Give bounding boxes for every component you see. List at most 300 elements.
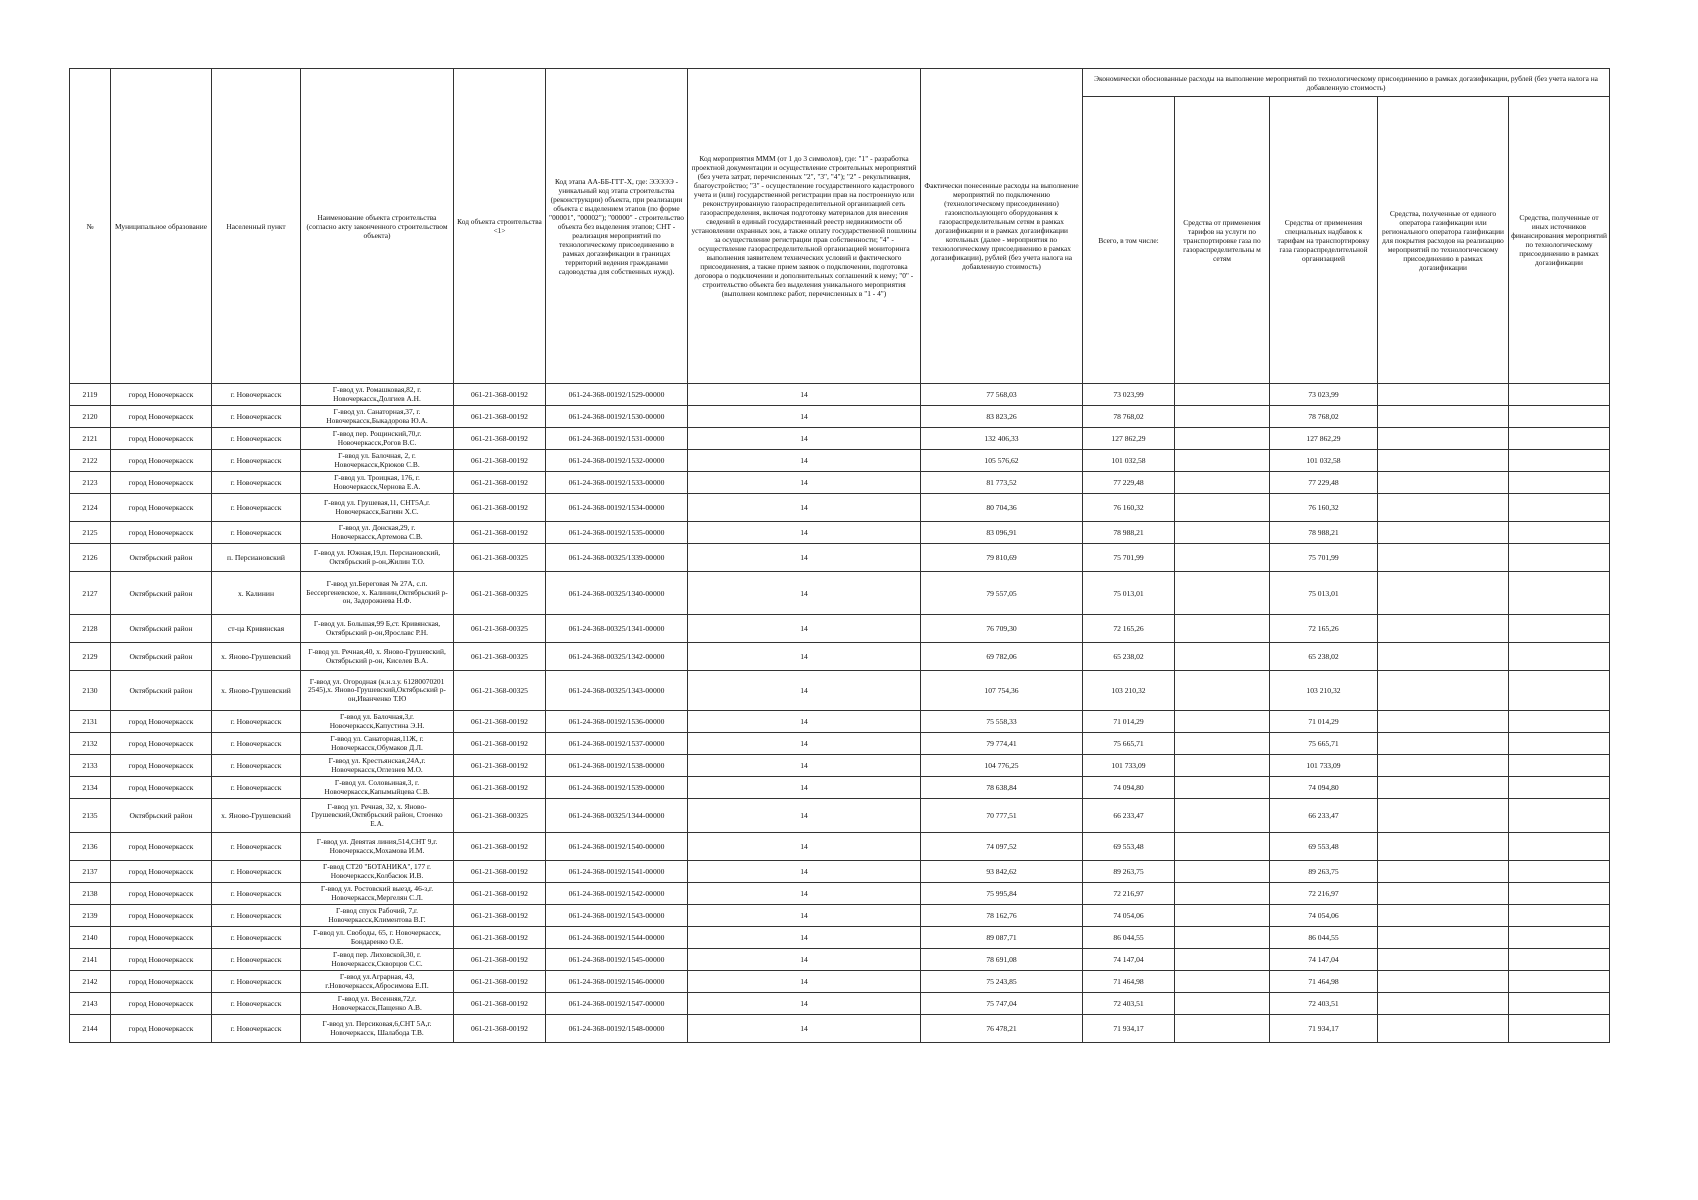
cell-tariff-funds [1175,428,1270,450]
cell-object-code: 061-21-368-00192 [454,755,546,777]
cell-object-name: Г-ввод ул.Аграрная, 43, г.Новочеркасск,Абросимова Е.П. [301,971,454,993]
header-econ-group: Экономически обоснованные расходы на выполнение мероприятий по технологическому присоединению в рамках догазификации, рублей (без учета налога на добавленную стоимость) [1083,69,1610,97]
cell-total: 71 934,17 [1083,1015,1175,1043]
header-locality: Населенный пункт [212,69,301,384]
cell-num: 2140 [70,927,111,949]
cell-municipality: город Новочеркасск [111,711,212,733]
cell-municipality: город Новочеркасск [111,861,212,883]
cell-municipality: город Новочеркасск [111,883,212,905]
cell-municipality: город Новочеркасск [111,905,212,927]
cell-municipality: город Новочеркасск [111,755,212,777]
cell-actual-costs: 78 162,76 [921,905,1083,927]
cell-operator-funds [1378,861,1509,883]
cell-total: 72 216,97 [1083,883,1175,905]
header-object-code: Код объекта строительства <1> [454,69,546,384]
cell-num: 2139 [70,905,111,927]
cell-municipality: Октябрьский район [111,544,212,572]
cell-tariff-funds [1175,384,1270,406]
cell-stage-code: 061-24-368-00192/1532-00000 [546,450,688,472]
cell-operator-funds [1378,949,1509,971]
cell-event-code: 14 [688,883,921,905]
cell-total: 77 229,48 [1083,472,1175,494]
cell-object-name: Г-ввод ул. Речная,40, х. Яново-Грушевский, Октябрьский р-он, Киселев В.А. [301,643,454,671]
cell-tariff-funds [1175,993,1270,1015]
table-row [70,861,1610,883]
cell-actual-costs: 74 097,52 [921,833,1083,861]
cell-total: 71 464,98 [1083,971,1175,993]
cell-operator-funds [1378,833,1509,861]
cell-event-code: 14 [688,755,921,777]
cell-surcharge-funds: 89 263,75 [1270,861,1378,883]
cell-operator-funds [1378,615,1509,643]
cell-event-code: 14 [688,733,921,755]
cell-object-code: 061-21-368-00192 [454,905,546,927]
cell-actual-costs: 83 096,91 [921,522,1083,544]
cell-tariff-funds [1175,861,1270,883]
cell-tariff-funds [1175,927,1270,949]
cell-event-code: 14 [688,833,921,861]
cell-actual-costs: 104 776,25 [921,755,1083,777]
cell-stage-code: 061-24-368-00192/1540-00000 [546,833,688,861]
cell-operator-funds [1378,1015,1509,1043]
cell-num: 2119 [70,384,111,406]
cell-locality: п. Персиановский [212,544,301,572]
cell-object-code: 061-21-368-00192 [454,833,546,861]
table-row [70,799,1610,833]
cell-surcharge-funds: 73 023,99 [1270,384,1378,406]
cell-event-code: 14 [688,544,921,572]
cell-object-code: 061-21-368-00192 [454,472,546,494]
cell-locality: г. Новочеркасск [212,993,301,1015]
cell-surcharge-funds: 71 014,29 [1270,711,1378,733]
cell-other-funds [1509,971,1610,993]
cell-surcharge-funds: 74 147,04 [1270,949,1378,971]
table-row [70,927,1610,949]
cell-other-funds [1509,522,1610,544]
table-row [70,1015,1610,1043]
cell-municipality: Октябрьский район [111,799,212,833]
cell-stage-code: 061-24-368-00192/1538-00000 [546,755,688,777]
cell-object-code: 061-21-368-00192 [454,861,546,883]
cell-locality: г. Новочеркасск [212,927,301,949]
cell-num: 2132 [70,733,111,755]
cell-stage-code: 061-24-368-00192/1539-00000 [546,777,688,799]
cell-other-funds [1509,643,1610,671]
cell-total: 69 553,48 [1083,833,1175,861]
cell-surcharge-funds: 75 701,99 [1270,544,1378,572]
cell-object-name: Г-ввод ул. Девятая линия,514,СНТ 9,г. Новочеркасск,Мохамова И.М. [301,833,454,861]
cell-actual-costs: 75 243,85 [921,971,1083,993]
table-header [70,69,1610,384]
table-row [70,572,1610,615]
cell-num: 2141 [70,949,111,971]
gasification-costs-table [69,68,1610,1043]
header-event-code: Код мероприятия МММ (от 1 до 3 символов), где: "1" - разработка проектной документации и осуществление строительных мероприятий (без учета затрат, перечисленных "2", "3", "4"); "2" - рекультивация, благоустройство; "3" - осуществление государственного кадастрового учета и (или) государственной регистрации прав на построенную или реконструированную газораспределительной организацией сеть газораспределения, включая подготовку материалов для внесения сведений в единый государственный реестр недвижимости об установлении охранных зон, а также оплату государственной пошлины за осуществление регистрации прав собственности; "4" - осуществление газораспределительной организацией мониторинга выполнения заявителем технических условий и фактического присоединения, а также прием заявок о подключении, подготовка договора о подключении и дополнительных соглашений к нему; "0" - строительство объекта без выделения уникального мероприятия (выполнен комплекс работ, перечисленных в "1 - 4") [688,69,921,384]
cell-operator-funds [1378,733,1509,755]
table-row [70,643,1610,671]
cell-num: 2120 [70,406,111,428]
cell-object-code: 061-21-368-00192 [454,993,546,1015]
cell-locality: г. Новочеркасск [212,1015,301,1043]
cell-total: 72 165,26 [1083,615,1175,643]
cell-object-name: Г-ввод ул. Большая,99 Б,ст. Кривянская, Октябрьский р-он,Ярославс Р.Н. [301,615,454,643]
cell-event-code: 14 [688,671,921,711]
cell-surcharge-funds: 101 733,09 [1270,755,1378,777]
cell-surcharge-funds: 71 464,98 [1270,971,1378,993]
cell-actual-costs: 105 576,62 [921,450,1083,472]
cell-event-code: 14 [688,949,921,971]
cell-tariff-funds [1175,833,1270,861]
cell-locality: г. Новочеркасск [212,711,301,733]
cell-object-name: Г-ввод ул. Весенняя,72,г. Новочеркасск,Пащенко А.В. [301,993,454,1015]
cell-num: 2122 [70,450,111,472]
cell-operator-funds [1378,450,1509,472]
cell-total: 65 238,02 [1083,643,1175,671]
header-stage-code: Код этапа АА-ББ-ГГГ-Х, где: ЭЭЭЭЭ - уникальный код этапа строительства (реконструкции) объекта, при реализации объекта с выделением этапов (по форме "00001", "00002"); "00000" - строительство объекта без выделения этапов; СНТ - реализация мероприятий по технологическому присоединению в рамках догазификации в границах территорий ведения гражданами садоводства для собственных нужд). [546,69,688,384]
cell-num: 2130 [70,671,111,711]
cell-stage-code: 061-24-368-00192/1543-00000 [546,905,688,927]
cell-object-code: 061-21-368-00192 [454,1015,546,1043]
cell-object-code: 061-21-368-00325 [454,799,546,833]
cell-object-name: Г-ввод ул. Балочная, 2, г. Новочеркасск,Крюков С.В. [301,450,454,472]
cell-actual-costs: 93 842,62 [921,861,1083,883]
cell-municipality: город Новочеркасск [111,927,212,949]
cell-operator-funds [1378,905,1509,927]
cell-surcharge-funds: 66 233,47 [1270,799,1378,833]
cell-stage-code: 061-24-368-00192/1533-00000 [546,472,688,494]
cell-object-name: Г-ввод ул. Троицкая, 176, г. Новочеркасск,Чернова Е.А. [301,472,454,494]
cell-locality: х. Калинин [212,572,301,615]
cell-object-code: 061-21-368-00192 [454,733,546,755]
table-body [70,384,1610,1043]
cell-object-name: Г-ввод спуск Рабочий, 7,г. Новочеркасск,Климентова В.Г. [301,905,454,927]
cell-other-funds [1509,755,1610,777]
cell-surcharge-funds: 78 988,21 [1270,522,1378,544]
table-row [70,544,1610,572]
cell-num: 2129 [70,643,111,671]
cell-locality: г. Новочеркасск [212,755,301,777]
cell-actual-costs: 79 557,05 [921,572,1083,615]
cell-surcharge-funds: 78 768,02 [1270,406,1378,428]
table-row [70,777,1610,799]
header-tariff-funds: Средства от применения тарифов на услуги по транспортировке газа по газораспределительны м сетям [1175,97,1270,384]
cell-locality: г. Новочеркасск [212,450,301,472]
cell-total: 75 701,99 [1083,544,1175,572]
cell-surcharge-funds: 76 160,32 [1270,494,1378,522]
cell-object-code: 061-21-368-00192 [454,777,546,799]
cell-object-code: 061-21-368-00192 [454,971,546,993]
cell-tariff-funds [1175,544,1270,572]
cell-locality: г. Новочеркасск [212,861,301,883]
cell-actual-costs: 132 406,33 [921,428,1083,450]
cell-operator-funds [1378,522,1509,544]
cell-total: 78 988,21 [1083,522,1175,544]
cell-object-name: Г-ввод ул. Балочная,3,г. Новочеркасск,Капустина Э.Н. [301,711,454,733]
table-row [70,384,1610,406]
header-total: Всего, в том числе: [1083,97,1175,384]
cell-other-funds [1509,544,1610,572]
cell-num: 2134 [70,777,111,799]
cell-total: 75 665,71 [1083,733,1175,755]
cell-surcharge-funds: 72 165,26 [1270,615,1378,643]
cell-operator-funds [1378,927,1509,949]
cell-surcharge-funds: 71 934,17 [1270,1015,1378,1043]
cell-stage-code: 061-24-368-00325/1343-00000 [546,671,688,711]
cell-num: 2133 [70,755,111,777]
cell-other-funds [1509,799,1610,833]
cell-num: 2143 [70,993,111,1015]
cell-locality: ст-ца Кривянская [212,615,301,643]
cell-surcharge-funds: 75 013,01 [1270,572,1378,615]
header-num: № [70,69,111,384]
cell-event-code: 14 [688,971,921,993]
cell-actual-costs: 76 709,30 [921,615,1083,643]
cell-stage-code: 061-24-368-00192/1545-00000 [546,949,688,971]
cell-total: 74 094,80 [1083,777,1175,799]
cell-stage-code: 061-24-368-00192/1544-00000 [546,927,688,949]
cell-stage-code: 061-24-368-00192/1541-00000 [546,861,688,883]
cell-surcharge-funds: 77 229,48 [1270,472,1378,494]
cell-actual-costs: 78 638,84 [921,777,1083,799]
cell-stage-code: 061-24-368-00192/1547-00000 [546,993,688,1015]
cell-other-funds [1509,993,1610,1015]
cell-other-funds [1509,833,1610,861]
table-row [70,671,1610,711]
cell-locality: г. Новочеркасск [212,833,301,861]
cell-event-code: 14 [688,905,921,927]
cell-operator-funds [1378,472,1509,494]
cell-actual-costs: 77 568,03 [921,384,1083,406]
cell-object-code: 061-21-368-00192 [454,494,546,522]
table-row [70,905,1610,927]
cell-locality: х. Яново-Грушевский [212,671,301,711]
cell-actual-costs: 81 773,52 [921,472,1083,494]
cell-event-code: 14 [688,428,921,450]
cell-locality: х. Яново-Грушевский [212,643,301,671]
cell-stage-code: 061-24-368-00192/1529-00000 [546,384,688,406]
cell-other-funds [1509,711,1610,733]
cell-event-code: 14 [688,406,921,428]
cell-actual-costs: 79 774,41 [921,733,1083,755]
cell-event-code: 14 [688,861,921,883]
cell-locality: г. Новочеркасск [212,883,301,905]
cell-num: 2121 [70,428,111,450]
cell-stage-code: 061-24-368-00192/1546-00000 [546,971,688,993]
cell-locality: г. Новочеркасск [212,494,301,522]
cell-other-funds [1509,861,1610,883]
cell-locality: г. Новочеркасск [212,949,301,971]
cell-object-name: Г-ввод ул. Санаторная,11Ж, г. Новочеркасск,Обумаков Д.Л. [301,733,454,755]
cell-total: 73 023,99 [1083,384,1175,406]
cell-municipality: город Новочеркасск [111,384,212,406]
cell-object-code: 061-21-368-00325 [454,643,546,671]
cell-stage-code: 061-24-368-00325/1341-00000 [546,615,688,643]
cell-stage-code: 061-24-368-00325/1342-00000 [546,643,688,671]
table-row [70,472,1610,494]
cell-operator-funds [1378,971,1509,993]
cell-stage-code: 061-24-368-00192/1536-00000 [546,711,688,733]
cell-tariff-funds [1175,522,1270,544]
cell-locality: г. Новочеркасск [212,406,301,428]
cell-operator-funds [1378,755,1509,777]
cell-num: 2136 [70,833,111,861]
cell-object-code: 061-21-368-00192 [454,406,546,428]
cell-num: 2137 [70,861,111,883]
cell-stage-code: 061-24-368-00192/1531-00000 [546,428,688,450]
cell-operator-funds [1378,671,1509,711]
cell-municipality: город Новочеркасск [111,949,212,971]
cell-actual-costs: 76 478,21 [921,1015,1083,1043]
cell-locality: г. Новочеркасск [212,905,301,927]
cell-total: 78 768,02 [1083,406,1175,428]
cell-num: 2142 [70,971,111,993]
cell-event-code: 14 [688,615,921,643]
cell-other-funds [1509,949,1610,971]
cell-total: 74 147,04 [1083,949,1175,971]
table-row [70,711,1610,733]
cell-object-code: 061-21-368-00325 [454,572,546,615]
cell-other-funds [1509,671,1610,711]
cell-total: 101 733,09 [1083,755,1175,777]
cell-surcharge-funds: 74 094,80 [1270,777,1378,799]
cell-object-name: Г-ввод ул. Грушевая,11, СНТ5А,г. Новочеркасск,Багиян Х.С. [301,494,454,522]
cell-stage-code: 061-24-368-00192/1548-00000 [546,1015,688,1043]
cell-object-code: 061-21-368-00192 [454,927,546,949]
cell-event-code: 14 [688,572,921,615]
cell-object-code: 061-21-368-00325 [454,671,546,711]
cell-operator-funds [1378,406,1509,428]
cell-municipality: город Новочеркасск [111,522,212,544]
cell-actual-costs: 89 087,71 [921,927,1083,949]
cell-num: 2126 [70,544,111,572]
cell-object-name: Г-ввод ул. Огородная (к.н.з.у. 61280070201 2545),х. Яново-Грушевский,Октябрьский р-он,Иванченко Т.Ю [301,671,454,711]
cell-actual-costs: 83 823,26 [921,406,1083,428]
cell-tariff-funds [1175,1015,1270,1043]
cell-tariff-funds [1175,799,1270,833]
cell-total: 127 862,29 [1083,428,1175,450]
cell-surcharge-funds: 101 032,58 [1270,450,1378,472]
cell-other-funds [1509,777,1610,799]
table-row [70,428,1610,450]
table-row [70,949,1610,971]
cell-tariff-funds [1175,905,1270,927]
cell-event-code: 14 [688,450,921,472]
cell-actual-costs: 80 704,36 [921,494,1083,522]
cell-num: 2125 [70,522,111,544]
cell-tariff-funds [1175,883,1270,905]
cell-stage-code: 061-24-368-00325/1340-00000 [546,572,688,615]
cell-total: 71 014,29 [1083,711,1175,733]
cell-actual-costs: 70 777,51 [921,799,1083,833]
cell-total: 76 160,32 [1083,494,1175,522]
cell-operator-funds [1378,494,1509,522]
cell-actual-costs: 75 995,84 [921,883,1083,905]
cell-num: 2144 [70,1015,111,1043]
cell-municipality: город Новочеркасск [111,993,212,1015]
cell-actual-costs: 75 747,04 [921,993,1083,1015]
cell-total: 66 233,47 [1083,799,1175,833]
table-row [70,494,1610,522]
cell-total: 74 054,06 [1083,905,1175,927]
cell-object-name: Г-ввод ул. Свободы, 65, г. Новочеркасск, Бондаренко О.Е. [301,927,454,949]
cell-other-funds [1509,406,1610,428]
cell-tariff-funds [1175,949,1270,971]
cell-object-name: Г-ввод ул. Ромашковая,82, г. Новочеркасск,Долгиев А.Н. [301,384,454,406]
cell-object-code: 061-21-368-00192 [454,522,546,544]
cell-operator-funds [1378,544,1509,572]
cell-other-funds [1509,905,1610,927]
cell-total: 103 210,32 [1083,671,1175,711]
cell-object-name: Г-ввод ул.Береговая № 27А, с.п. Бессергеневское, х. Калинин,Октябрьский р-он, Задорожнева Н.Ф. [301,572,454,615]
cell-event-code: 14 [688,1015,921,1043]
cell-object-code: 061-21-368-00325 [454,615,546,643]
cell-surcharge-funds: 72 216,97 [1270,883,1378,905]
cell-locality: г. Новочеркасск [212,733,301,755]
cell-actual-costs: 78 691,08 [921,949,1083,971]
cell-municipality: город Новочеркасск [111,406,212,428]
cell-operator-funds [1378,777,1509,799]
cell-other-funds [1509,572,1610,615]
cell-municipality: Октябрьский район [111,615,212,643]
cell-tariff-funds [1175,643,1270,671]
header-surcharge-funds: Средства от применения специальных надбавок к тарифам на транспортировку газа газораспределительной организацией [1270,97,1378,384]
cell-other-funds [1509,883,1610,905]
cell-tariff-funds [1175,733,1270,755]
cell-surcharge-funds: 65 238,02 [1270,643,1378,671]
cell-tariff-funds [1175,615,1270,643]
cell-object-code: 061-21-368-00192 [454,711,546,733]
cell-locality: г. Новочеркасск [212,384,301,406]
cell-object-code: 061-21-368-00192 [454,883,546,905]
cell-surcharge-funds: 103 210,32 [1270,671,1378,711]
cell-other-funds [1509,494,1610,522]
cell-object-name: Г-ввод ул. Ростовский выезд, 46-з,г. Новочеркасск,Мергелян С.Л. [301,883,454,905]
cell-object-name: Г-ввод ул. Южная,19,п. Персиановский, Октябрьский р-он,Жилин Т.О. [301,544,454,572]
table-row [70,733,1610,755]
cell-event-code: 14 [688,522,921,544]
cell-tariff-funds [1175,494,1270,522]
cell-event-code: 14 [688,643,921,671]
cell-locality: г. Новочеркасск [212,777,301,799]
cell-num: 2127 [70,572,111,615]
cell-operator-funds [1378,572,1509,615]
cell-operator-funds [1378,428,1509,450]
cell-event-code: 14 [688,927,921,949]
cell-municipality: город Новочеркасск [111,428,212,450]
cell-locality: г. Новочеркасск [212,428,301,450]
cell-num: 2131 [70,711,111,733]
cell-operator-funds [1378,883,1509,905]
cell-actual-costs: 69 782,06 [921,643,1083,671]
cell-actual-costs: 107 754,36 [921,671,1083,711]
cell-municipality: город Новочеркасск [111,494,212,522]
cell-stage-code: 061-24-368-00192/1542-00000 [546,883,688,905]
cell-event-code: 14 [688,494,921,522]
cell-object-name: Г-ввод пер. Лиховской,30, г. Новочеркасск,Скворцов С.С. [301,949,454,971]
cell-other-funds [1509,384,1610,406]
header-object-name: Наименование объекта строительства (согласно акту законченного строительством объекта) [301,69,454,384]
cell-stage-code: 061-24-368-00192/1534-00000 [546,494,688,522]
cell-tariff-funds [1175,755,1270,777]
cell-municipality: город Новочеркасск [111,472,212,494]
cell-total: 86 044,55 [1083,927,1175,949]
cell-stage-code: 061-24-368-00192/1537-00000 [546,733,688,755]
cell-tariff-funds [1175,450,1270,472]
cell-object-code: 061-21-368-00192 [454,428,546,450]
cell-tariff-funds [1175,671,1270,711]
cell-total: 75 013,01 [1083,572,1175,615]
header-other-funds: Средства, полученные от иных источников финансирования мероприятий по технологическому присоединению в рамках догазификации [1509,97,1610,384]
